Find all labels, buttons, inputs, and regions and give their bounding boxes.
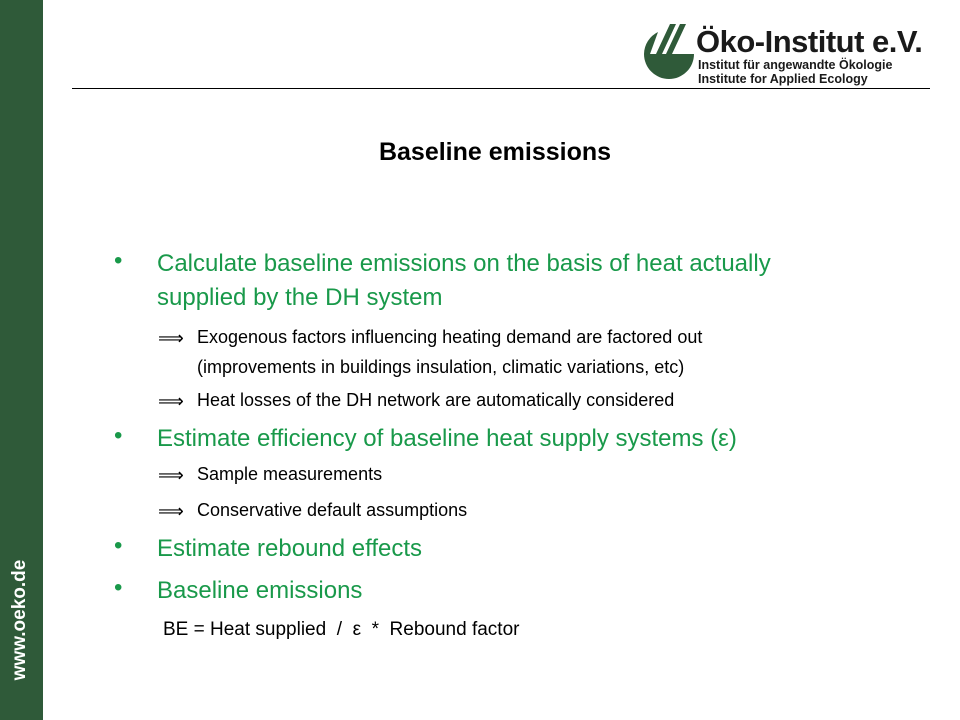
bullet-2: [157, 422, 737, 456]
subpoint-2-1: [197, 459, 382, 489]
bullet-4-line-1: Baseline emissions: [157, 577, 363, 604]
subpoint-1-2: [197, 385, 674, 415]
logo-subtitle-en: Institute for Applied Ecology: [698, 72, 868, 86]
bullet-marker: •: [114, 532, 123, 559]
bullet-1: [157, 247, 771, 315]
bullet-marker: •: [114, 247, 123, 274]
subpoint-1-1-line-2: (improvements in buildings insulation, climatic variations, etc): [197, 357, 685, 377]
bullet-3-line-1: Estimate rebound effects: [157, 535, 423, 562]
oeko-institut-logo: [636, 12, 936, 84]
logo-leaf-icon: [636, 12, 698, 84]
bullet-1-line-2: supplied by the DH system: [157, 284, 443, 311]
bullet-1-line-1: Calculate baseline emissions on the basis of heat actually: [157, 250, 771, 277]
bullet-marker: •: [114, 422, 123, 449]
subpoint-1-1-line-1: Exogenous factors influencing heating demand are factored out: [197, 327, 703, 347]
logo-subtitle-de: Institut für angewandte Ökologie: [698, 58, 893, 72]
bullet-marker: •: [114, 574, 123, 601]
subpoint-1-1: [197, 322, 702, 382]
subpoint-1-2-line-1: Heat losses of the DH network are automatically considered: [197, 390, 675, 410]
website-url: www.oeko.de: [9, 559, 30, 681]
arrow-icon: ⟹: [158, 465, 184, 485]
subpoint-2-1-line-1: Sample measurements: [197, 464, 383, 484]
bullet-4: [157, 574, 362, 608]
subpoint-2-2-line-1: Conservative default assumptions: [197, 500, 468, 520]
baseline-formula: BE = Heat supplied / ε * Rebound factor: [163, 619, 520, 640]
sidebar-band: [0, 0, 43, 720]
arrow-icon: ⟹: [158, 391, 184, 411]
slide-title: Baseline emissions: [378, 138, 612, 166]
logo-title: Öko-Institut e.V.: [696, 24, 923, 59]
bullet-3: [157, 532, 422, 566]
header-divider: [72, 88, 930, 89]
arrow-icon: ⟹: [158, 328, 184, 348]
subpoint-2-2: [197, 495, 467, 525]
bullet-2-line-1: Estimate efficiency of baseline heat supply systems (ε): [157, 425, 737, 452]
arrow-icon: ⟹: [158, 501, 184, 521]
